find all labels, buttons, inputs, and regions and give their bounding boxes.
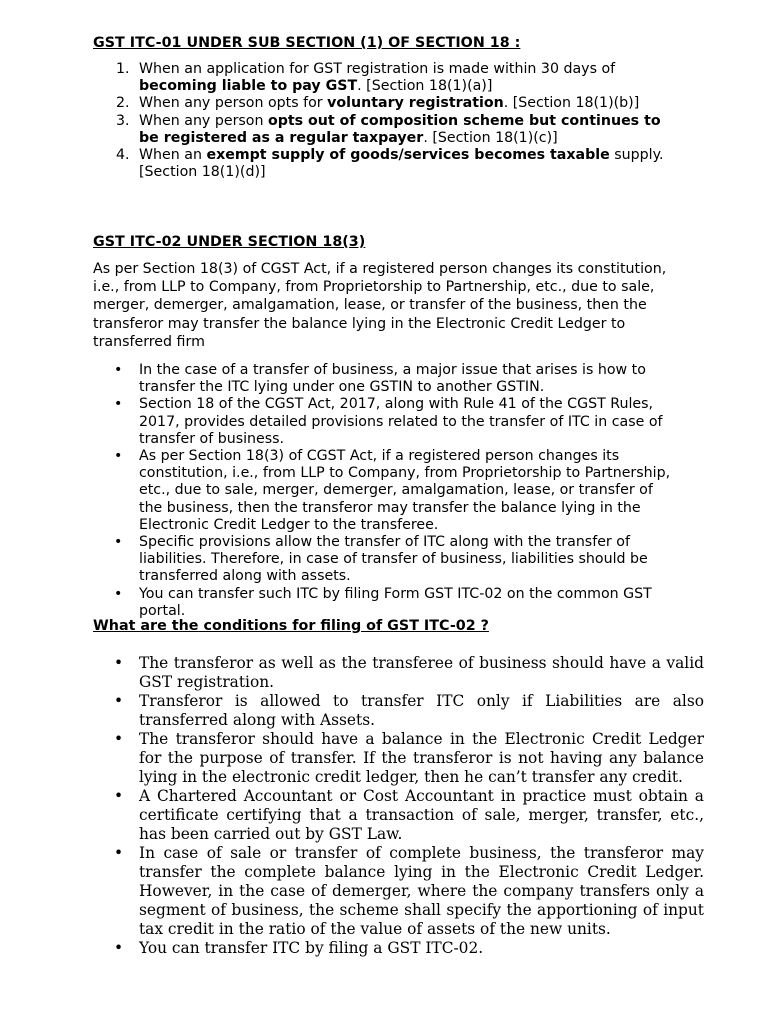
item-bold: voluntary registration (327, 95, 504, 112)
list-item (0, 95, 664, 112)
bullet-icon: • (114, 787, 124, 805)
bullet-icon: • (114, 692, 124, 710)
bullet-icon: • (114, 844, 124, 862)
bullet-icon: • (114, 362, 123, 378)
item-text: When any person opts for (139, 95, 328, 112)
list-item (0, 534, 674, 586)
item-bold: opts out of composition scheme but continues to be registered as a regular taxpayer (139, 112, 661, 146)
item-text: The transferor should have a balance in the Electronic Credit Ledger for the purpose of transfer. If the transferor is not having any balance lying in the electronic credit ledger, then he can’t transfer any credit. (139, 730, 704, 786)
item-text: A Chartered Accountant or Cost Accountant in practice must obtain a certificate certifying that a transaction of sale, merger, transfer, etc., has been carried out by GST Law. (139, 787, 704, 843)
item-text: Specific provisions allow the transfer of ITC along with the transfer of liabilities. Therefore, in case of transfer of business, liabilities should be transferred along with assets. (139, 534, 648, 585)
list-item (0, 787, 704, 844)
item-text: Transferor is allowed to transfer ITC only if Liabilities are also transferred along with Assets. (139, 692, 704, 729)
item-text: In case of sale or transfer of complete business, the transferor may transfer the complete balance lying in the Electronic Credit Ledger. However, in the case of demerger, where the company transfers only a segment of business, the scheme shall specify the apportioning of input tax credit in the ratio of the value of assets of the new units. (139, 844, 704, 938)
section2-bullets (0, 362, 768, 620)
list-item (0, 147, 664, 181)
list-item (0, 654, 704, 692)
section1-heading: GST ITC-01 UNDER SUB SECTION (1) OF SECTION 18 : (93, 35, 521, 51)
list-item (0, 730, 704, 787)
bullet-icon: • (114, 654, 124, 672)
item-text: As per Section 18(3) of CGST Act, if a registered person changes its constitution, i.e., from LLP to Company, from Proprietorship to Partnership, etc., due to sale, merger, demerger, amalgamation, lease, or transfer of the business, then the transferor may transfer the balance lying in the Electronic Credit Ledger to the transferee. (139, 448, 671, 533)
item-text: . [Section 18(1)(b)] (503, 95, 640, 112)
item-bold: becoming liable to pay GST (139, 78, 358, 95)
list-item (0, 844, 704, 939)
bullet-icon: • (114, 585, 123, 602)
section1-list (0, 61, 768, 181)
item-text: You can transfer such ITC by filing Form GST ITC-02 on the common GST portal. (139, 585, 652, 619)
bullet-icon: • (114, 939, 124, 957)
bullet-icon: • (114, 448, 123, 465)
list-item (0, 939, 704, 958)
item-text: In the case of a transfer of business, a major issue that arises is how to transfer the ITC lying under one GSTIN to another GSTIN. (139, 362, 646, 396)
list-item (0, 362, 674, 396)
section2-heading: GST ITC-02 UNDER SECTION 18(3) (93, 234, 366, 250)
list-item (0, 586, 674, 620)
item-text: Section 18 of the CGST Act, 2017, along with Rule 41 of the CGST Rules, 2017, provides detailed provisions related to the transfer of ITC in case of transfer of business. (139, 396, 663, 447)
bullet-icon: • (114, 396, 123, 413)
item-text: . [Section 18(1)(c)] (423, 129, 558, 146)
bullet-icon: • (114, 534, 123, 551)
section3-bullets (0, 654, 768, 958)
item-number: 1. (116, 61, 130, 77)
item-text: When any person (139, 112, 268, 129)
list-item (0, 396, 674, 448)
item-text: You can transfer ITC by filing a GST ITC-02. (139, 939, 484, 957)
item-number: 4. (116, 147, 130, 164)
section2-paragraph: As per Section 18(3) of CGST Act, if a registered person changes its constitution, i.e., from LLP to Company, from Proprietorship to Partnership, etc., due to sale, merger, demerger, amalgamation, lease, or transfer of the business, then the transferor may transfer the balance lying in the Electronic Credit Ledger to transferred firm (93, 261, 667, 350)
list-item (0, 448, 674, 534)
item-text: The transferor as well as the transferee of business should have a valid GST registration. (139, 654, 704, 691)
list-item (0, 692, 704, 730)
item-text: When an (139, 147, 207, 164)
bullet-icon: • (114, 730, 124, 748)
list-item (0, 113, 664, 147)
item-bold: exempt supply of goods/services becomes taxable (206, 147, 610, 164)
item-text: When an application for GST registration is made within 30 days of (139, 61, 616, 77)
item-number: 3. (116, 112, 130, 129)
section3-heading: What are the conditions for filing of GST ITC-02 ? (93, 618, 489, 634)
item-text: . [Section 18(1)(a)] (357, 78, 493, 95)
item-text: supply. [Section 18(1)(d)] (139, 147, 664, 181)
item-number: 2. (116, 95, 130, 112)
list-item (0, 61, 664, 95)
